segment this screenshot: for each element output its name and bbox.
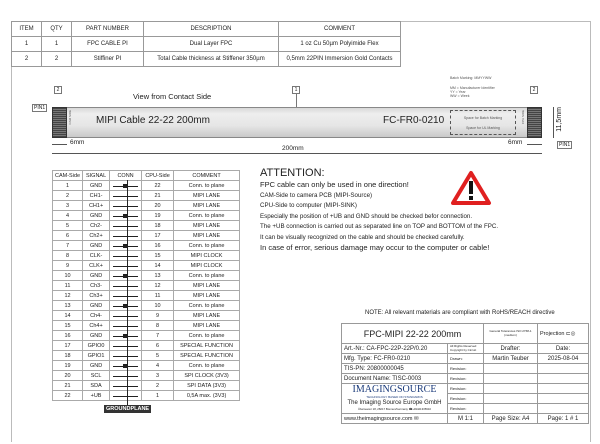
pin-comment: MIPI LANE [174, 281, 240, 291]
bom-cell: Total Cable thickness at Stiffener 350µm [144, 52, 279, 67]
cpu-pin: 20 [142, 201, 174, 211]
conn-line [113, 226, 138, 227]
bom-cell: Stiffiner PI [72, 52, 144, 67]
stiffener-left [52, 107, 67, 138]
attention-line: It can be visually recognized on the cable and should be checked carefully. [260, 233, 465, 241]
pin-comment: Conn. to plane [174, 211, 240, 221]
revision-label: Revision: [448, 374, 484, 384]
cam-pin: 22 [53, 391, 83, 401]
projection [538, 324, 589, 344]
balloon-stiffener-left: 2 [54, 86, 62, 94]
signal: CH1+ [83, 201, 110, 211]
pinout-row [53, 351, 240, 361]
pin-comment: MIPI LANE [174, 201, 240, 211]
cpu-pin: 7 [142, 331, 174, 341]
pinout-row [53, 331, 240, 341]
cam-pin: 2 [53, 191, 83, 201]
conn [110, 331, 142, 341]
website[interactable] [342, 414, 448, 424]
signal: GND [83, 181, 110, 191]
conn-line [113, 266, 138, 267]
cpu-pin: 1 [142, 391, 174, 401]
cpu-side-label: CPU SIDE [521, 110, 525, 125]
part-code-print: FC-FR0-0210 [383, 115, 445, 126]
date-label: Date: [538, 344, 589, 354]
conn-line [113, 376, 138, 377]
pinout-row [53, 221, 240, 231]
dim-left: 6mm [70, 139, 85, 146]
company-block [342, 384, 448, 414]
attention-line: CAM-Side to camera PCB (MIPI-Source) [260, 191, 373, 199]
rights: All Rights Reserved Copyright by Circuit [448, 344, 484, 354]
conn [110, 221, 142, 231]
pin-comment: Conn. to plane [174, 361, 240, 371]
cam-pin: 15 [53, 321, 83, 331]
revision-label: Revision: [448, 384, 484, 394]
projection-symbol-icon: ⊏◎ [566, 330, 576, 337]
signal: CH1- [83, 191, 110, 201]
attention-title: ATTENTION: [260, 167, 325, 179]
cam-pin: 19 [53, 361, 83, 371]
pin-comment: SPECIAL FUNCTION [174, 341, 240, 351]
cam-pin: 8 [53, 251, 83, 261]
cam-pin: 10 [53, 271, 83, 281]
batch-space-label: Space for Batch Marking [463, 116, 503, 120]
conn-line [113, 346, 138, 347]
cpu-pin: 14 [142, 261, 174, 271]
signal: Ch2+ [83, 231, 110, 241]
legend-line: MM = Manufacturer Identifier [450, 86, 495, 90]
pinout-row [53, 381, 240, 391]
bom-cell: 2 [12, 52, 42, 67]
pinout-header-cell: CPU-Side [142, 171, 174, 181]
pin-comment: Conn. to plane [174, 241, 240, 251]
conn-line [113, 356, 138, 357]
cpu-pin: 16 [142, 241, 174, 251]
signal: Ch2- [83, 221, 110, 231]
cpu-pin: 13 [142, 271, 174, 281]
drawn-label: Drawn: [448, 354, 484, 364]
conn [110, 391, 142, 401]
bom-row [12, 52, 401, 67]
conn [110, 341, 142, 351]
pin-comment: MIPI CLOCK [174, 251, 240, 261]
cpu-pin: 6 [142, 341, 174, 351]
pin-comment: MIPI LANE [174, 231, 240, 241]
revision-label: Revision: [448, 364, 484, 374]
cam-pin: 17 [53, 341, 83, 351]
conn-line [113, 196, 138, 197]
logo-tagline: TECHNOLOGY BASED ON STANDARDS [366, 395, 423, 399]
bom-header-cell: ITEM [12, 22, 42, 37]
cam-pin: 20 [53, 371, 83, 381]
pinout-row [53, 371, 240, 381]
cpu-pin: 12 [142, 281, 174, 291]
pin-comment: Conn. to plane [174, 301, 240, 311]
bom-header-cell: COMMENT [279, 22, 401, 37]
pin-comment: Conn. to plane [174, 271, 240, 281]
cam-pin: 16 [53, 331, 83, 341]
signal: GND [83, 271, 110, 281]
cpu-pin: 3 [142, 371, 174, 381]
conn [110, 241, 142, 251]
conn [110, 271, 142, 281]
conn [110, 251, 142, 261]
pin-comment: MIPI LANE [174, 221, 240, 231]
pinout-table [52, 170, 240, 401]
conn [110, 361, 142, 371]
mail-icon: ✉ [414, 415, 419, 422]
conn [110, 181, 142, 191]
conn-line [113, 286, 138, 287]
signal: CLK+ [83, 261, 110, 271]
pin-comment: MIPI LANE [174, 291, 240, 301]
signal: GPIO1 [83, 351, 110, 361]
pin-comment: MIPI LANE [174, 311, 240, 321]
marking-area [450, 110, 516, 135]
conn [110, 201, 142, 211]
signal: GND [83, 241, 110, 251]
cpu-pin: 18 [142, 221, 174, 231]
conn-line [113, 316, 138, 317]
art-nr: Art.-Nr.: CA-FPC-22P-22P/0.20 [342, 344, 448, 354]
scale: M 1:1 [448, 414, 484, 424]
ground-bus-line [127, 180, 128, 410]
cam-pin: 3 [53, 201, 83, 211]
pinout-row [53, 321, 240, 331]
company-name: The Imaging Source Europe GmbH [347, 400, 442, 406]
conn [110, 311, 142, 321]
conn [110, 261, 142, 271]
conn [110, 211, 142, 221]
cpu-pin: 15 [142, 251, 174, 261]
attention-line: The +UB connection is carried out as separated line on TOP and BOTTOM of the FPC. [260, 223, 499, 230]
company-address: Überseetor 18, 28217 Bremen/Germany ☎+49421335910 [358, 407, 431, 411]
revision-label: Revision: [448, 404, 484, 414]
bom-cell: 1 oz Cu 50µm Polyimide Flex [279, 37, 401, 52]
cam-pin: 4 [53, 211, 83, 221]
conn-line [113, 296, 138, 297]
pinout-row [53, 341, 240, 351]
pinout-row [53, 361, 240, 371]
bom-cell: 1 [42, 37, 72, 52]
dim-right: 6mm [508, 139, 523, 146]
height-dimension: 11,5mm [556, 107, 563, 132]
dim-line-right [527, 144, 542, 145]
cpu-pin: 4 [142, 361, 174, 371]
cpu-pin: 8 [142, 321, 174, 331]
cam-side-label: CAM SIDE [68, 110, 72, 125]
signal: CLK- [83, 251, 110, 261]
cpu-pin: 19 [142, 211, 174, 221]
bom-cell: 0,5mm 22PIN Immersion Gold Contacts [279, 52, 401, 67]
cam-pin: 13 [53, 301, 83, 311]
bom-cell: FPC CABLE PI [72, 37, 144, 52]
pinout-header-cell: CAM-Side [53, 171, 83, 181]
website-link[interactable]: www.theimagingsource.com [344, 415, 413, 422]
cpu-pin: 10 [142, 301, 174, 311]
pinout-header [53, 171, 240, 181]
conn [110, 191, 142, 201]
pinout-row [53, 191, 240, 201]
conn-line [113, 396, 138, 397]
pin1-label-left: PIN1 [34, 105, 46, 111]
page-size: Page Size: A4 [484, 414, 538, 424]
cam-pin: 11 [53, 281, 83, 291]
conn [110, 321, 142, 331]
pinout-row [53, 181, 240, 191]
cpu-pin: 2 [142, 381, 174, 391]
title-block [341, 323, 589, 424]
cpu-pin: 5 [142, 351, 174, 361]
balloon-cable: 1 [292, 86, 300, 94]
drawing-title: FPC-MIPI 22-22 200mm [342, 324, 484, 344]
pinout-header-cell: SIGNAL [83, 171, 110, 181]
bom-header-cell: PART NUMBER [72, 22, 144, 37]
legend-line: YY = Year [450, 90, 466, 94]
signal: Ch4- [83, 311, 110, 321]
signal: +UB [83, 391, 110, 401]
batch-legend [450, 86, 495, 98]
conn-line [113, 236, 138, 237]
company-logo: IMAGINGSOURCE [352, 384, 437, 395]
stiffener-right [527, 107, 542, 138]
pinout-row [53, 201, 240, 211]
pin-comment: SPI DATA (3V3) [174, 381, 240, 391]
pinout-row [53, 251, 240, 261]
warning-icon [450, 170, 492, 206]
batch-marking: Batch Marking: MMYYWW [450, 76, 492, 80]
signal: Ch4+ [83, 321, 110, 331]
cam-pin: 5 [53, 221, 83, 231]
conn [110, 231, 142, 241]
signal: GND [83, 361, 110, 371]
view-label: View from Contact Side [133, 92, 212, 101]
cam-pin: 12 [53, 291, 83, 301]
pinout-row [53, 291, 240, 301]
bom-header-cell: DESCRIPTION [144, 22, 279, 37]
cpu-pin: 22 [142, 181, 174, 191]
pinout-row [53, 241, 240, 251]
pin-comment: 0,5A max. (3V3) [174, 391, 240, 401]
revision-label: Revision: [448, 394, 484, 404]
pin-comment: MIPI LANE [174, 321, 240, 331]
pinout-row [53, 301, 240, 311]
tolerance: General Tolerances ISO 2768-1 (medium) [484, 324, 538, 344]
page-number: Page: 1 # 1 [538, 414, 589, 424]
signal: GND [83, 301, 110, 311]
cam-pin: 6 [53, 231, 83, 241]
bom-row [12, 37, 401, 52]
attention-line: In case of error, serious damage may occur to the computer or cable! [260, 243, 490, 252]
pin-comment: Conn. to plane [174, 181, 240, 191]
dim-line-total [52, 153, 542, 154]
groundplane-label: GROUNDPLANE [106, 406, 150, 412]
date-value: 2025-08-04 [538, 354, 589, 364]
attention-line: CPU-Side to computer (MIPI-SINK) [260, 202, 357, 209]
conn [110, 301, 142, 311]
cam-pin: 18 [53, 351, 83, 361]
cpu-pin: 9 [142, 311, 174, 321]
ul-space-label: Space for UL Marking [466, 126, 500, 130]
height-dimension-line [553, 107, 554, 138]
legend-line: WW = Week [450, 94, 470, 98]
cam-pin: 14 [53, 311, 83, 321]
signal: SCL [83, 371, 110, 381]
leader-line [296, 94, 297, 107]
drafter-label: Drafter: [484, 344, 538, 354]
conn [110, 351, 142, 361]
cpu-pin: 21 [142, 191, 174, 201]
pin-comment: SPECIAL FUNCTION [174, 351, 240, 361]
bom-cell: Dual Layer FPC [144, 37, 279, 52]
signal: Ch3+ [83, 291, 110, 301]
bom-header [12, 22, 401, 37]
dim-line-left [52, 144, 67, 145]
pin-comment: Conn. to plane [174, 331, 240, 341]
attention-line: Especially the position of +UB and GND should be checked befor connection. [260, 212, 473, 220]
conn-line [113, 386, 138, 387]
mfg-type: Mfg. Type: FC-FR0-0210 [342, 354, 448, 364]
cpu-pin: 11 [142, 291, 174, 301]
conn-line [113, 206, 138, 207]
signal: GPIO0 [83, 341, 110, 351]
conn [110, 281, 142, 291]
pin-comment: MIPI LANE [174, 191, 240, 201]
pinout-row [53, 311, 240, 321]
conn-line [113, 326, 138, 327]
projection-label: Projection [540, 330, 565, 337]
cam-pin: 21 [53, 381, 83, 391]
cam-pin: 9 [53, 261, 83, 271]
pinout-row [53, 211, 240, 221]
dim-total: 200mm [282, 145, 304, 152]
pinout-row [53, 231, 240, 241]
cam-pin: 1 [53, 181, 83, 191]
pinout-row [53, 271, 240, 281]
signal: Ch3- [83, 281, 110, 291]
conn [110, 291, 142, 301]
drafter-name: Martin Teuber [484, 354, 538, 364]
signal: GND [83, 211, 110, 221]
signal: GND [83, 331, 110, 341]
attention-line: FPC cable can only be used in one direction! [260, 180, 409, 189]
pinout-row [53, 261, 240, 271]
bom-header-cell: QTY [42, 22, 72, 37]
pinout-header-cell: CONN [110, 171, 142, 181]
pin1-label-right: PIN1 [559, 142, 571, 148]
conn-line [113, 256, 138, 257]
tis-pn: TIS-PN: 20800000045 [342, 364, 448, 374]
pinout-row [53, 391, 240, 401]
bom-table [11, 21, 401, 67]
pinout-header-cell: COMMENT [174, 171, 240, 181]
conn [110, 381, 142, 391]
bom-cell: 1 [12, 37, 42, 52]
conn [110, 371, 142, 381]
pin-comment: SPI CLOCK (3V3) [174, 371, 240, 381]
rohs-note: NOTE: All relevant materials are compliant with RoHS/REACH directive [365, 310, 555, 316]
pin-comment: MIPI CLOCK [174, 261, 240, 271]
cam-pin: 7 [53, 241, 83, 251]
bom-cell: 2 [42, 52, 72, 67]
signal: SDA [83, 381, 110, 391]
document-name: Document Name: TISC-0003 [342, 374, 448, 384]
cable-print-text: MIPI Cable 22-22 200mm [96, 115, 210, 126]
cpu-pin: 17 [142, 231, 174, 241]
balloon-stiffener-right: 2 [530, 86, 538, 94]
pinout-row [53, 281, 240, 291]
